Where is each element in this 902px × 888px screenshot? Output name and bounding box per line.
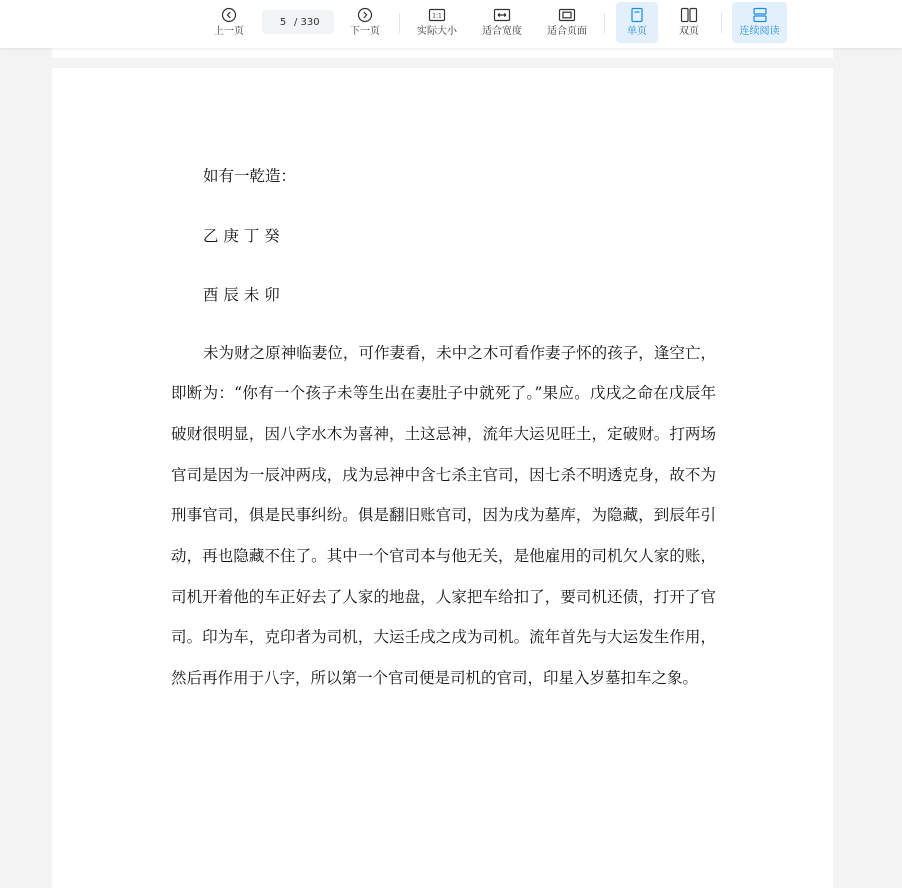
- total-pages: / 330: [294, 16, 320, 28]
- double-page-label: 双页: [679, 26, 699, 37]
- actual-size-button[interactable]: [412, 2, 462, 43]
- actual-size-label: 实际大小: [417, 26, 457, 37]
- double-page-button[interactable]: [668, 2, 710, 43]
- fit-width-label: 适合宽度: [482, 26, 522, 37]
- body-paragraph: 未为财之原神临妻位，可作妻看，未中之木可看作妻子怀的孩子，逢空亡，即断为：“你有一个孩子未等生出在妻肚子中就死了。”果应。戊戌之命在戊辰年破财很明显，因八字水木为喜神，土这忌神，流年大运见旺土，定破财。打两场官司是因为一辰冲两戌，戌为忌神中含七杀主官司，因七杀不明透克身，故不为刑事官司，俱是民事纠纷。俱是翻旧账官司，因为戌为墓库，为隐藏，到辰年引动，再也隐藏不住了。其中一个官司本与他无关，是他雇用的司机欠人家的账，司机开着他的车正好去了人家的地盘，人家把车给扣了，要司机还债，打开了官司。印为车，克印者为司机，大运壬戌之戌为司机。流年首先与大运发生作用，然后再作用于八字，所以第一个官司便是司机的官司，印星入岁墓扣车之象。: [171, 343, 716, 688]
- chevron-right-icon: [357, 7, 373, 23]
- previous-page-edge: [52, 48, 833, 58]
- fit-page-icon: [558, 8, 576, 22]
- double-page-icon: [680, 7, 698, 23]
- reader-toolbar: [0, 0, 902, 48]
- fit-page-label: 适合页面: [547, 26, 587, 37]
- text-line: 乙 庚 丁 癸: [203, 226, 280, 245]
- page-content: [171, 166, 716, 699]
- actual-size-icon: [428, 8, 446, 22]
- toolbar-divider: [604, 13, 605, 33]
- single-page-button[interactable]: [616, 2, 658, 43]
- next-page-label: 下一页: [350, 26, 380, 37]
- chevron-left-icon: [221, 7, 237, 23]
- fit-width-button[interactable]: [477, 2, 527, 43]
- fit-page-button[interactable]: [542, 2, 592, 43]
- text-line: 如有一乾造：: [203, 167, 297, 185]
- page-indicator: [262, 10, 334, 34]
- continuous-reading-label: 连续阅读: [739, 26, 780, 37]
- document-page: [52, 68, 833, 888]
- toolbar-divider: [399, 13, 400, 33]
- page-number-input[interactable]: [272, 17, 294, 28]
- prev-page-button[interactable]: [208, 2, 250, 43]
- continuous-reading-icon: [752, 7, 768, 23]
- single-page-icon: [630, 7, 644, 23]
- next-page-button[interactable]: [344, 2, 386, 43]
- svg-text:1:1: 1:1: [432, 12, 442, 20]
- text-line: 酉 辰 未 卯: [203, 286, 280, 304]
- continuous-reading-button[interactable]: [732, 2, 787, 43]
- prev-page-label: 上一页: [214, 26, 244, 37]
- toolbar-divider: [721, 13, 722, 33]
- fit-width-icon: [493, 8, 511, 22]
- single-page-label: 单页: [627, 26, 647, 37]
